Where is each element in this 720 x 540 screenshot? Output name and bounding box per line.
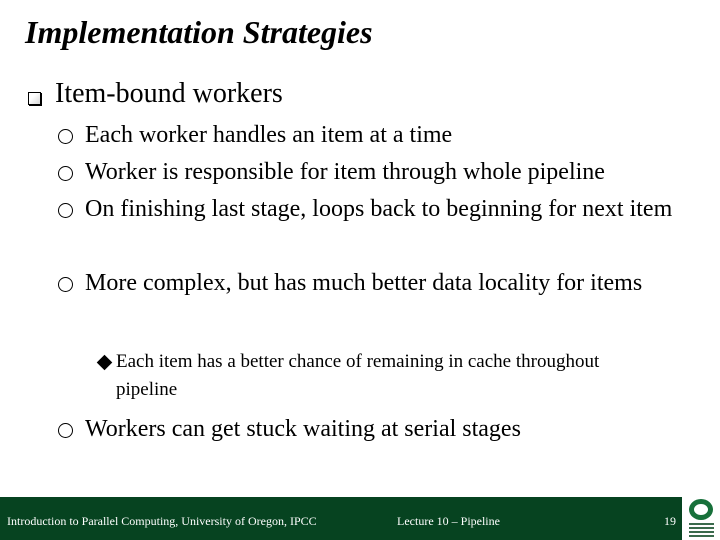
sub-bullet-5 [58,411,708,448]
hollow-circle-bullet-icon [58,166,73,181]
sub-bullet-text: Each worker handles an item at a time [85,122,453,148]
page-number: 19 [664,514,676,528]
hollow-circle-bullet-icon [58,277,73,292]
footer-course: Introduction to Parallel Computing, University of Oregon, IPCC [7,514,317,528]
sub-bullet-3 [58,191,678,228]
sub-bullet-4 [58,265,683,302]
sub-bullet-text: More complex, but has much better data locality for items [85,270,643,296]
subsub-bullet-text: Each item has a better chance of remaining in cache throughout pipeline [116,351,600,400]
footer-bar [0,497,682,540]
hollow-circle-bullet-icon [58,203,73,218]
sub-bullet-2 [58,154,708,191]
sub-bullet-text: Worker is responsible for item through whole pipeline [85,159,605,185]
slide-title: Implementation Strategies [25,14,373,50]
oregon-o-icon [689,499,713,520]
hollow-circle-bullet-icon [58,129,73,144]
hollow-circle-bullet-icon [58,423,73,438]
logo-wordmark [689,523,714,539]
footer-lecture: Lecture 10 – Pipeline [397,514,500,528]
university-of-oregon-logo [683,497,720,540]
main-bullet-text: Item-bound workers [55,78,283,109]
sub-bullet-text: Workers can get stuck waiting at serial stages [85,416,521,442]
square-box-bullet-icon [28,92,41,105]
sub-bullet-1 [58,117,708,154]
sub-bullet-text: On finishing last stage, loops back to beginning for next item [85,196,673,222]
subsub-bullet [96,348,656,404]
